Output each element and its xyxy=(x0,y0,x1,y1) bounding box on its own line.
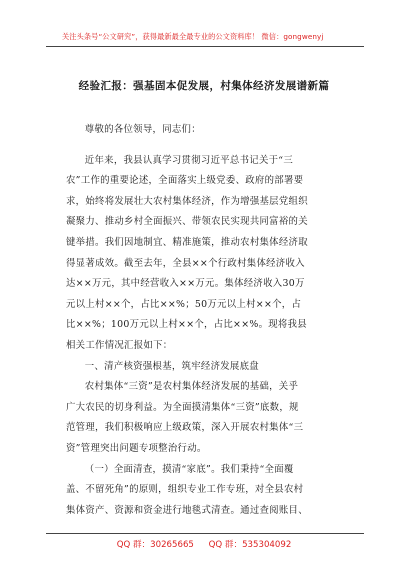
text-line: 广大农民的切身利益。为全面摸清集体“三资”底数，规 xyxy=(66,401,299,413)
text-line: 集体资产、资源和资金进行地毯式清查。通过查阅账目、 xyxy=(66,504,308,516)
footer-qq-group-2: QQ 群：535304092 xyxy=(208,540,292,550)
footer-divider xyxy=(46,533,364,534)
text-line: 近年来，我县认真学习贯彻习近平总书记关于“三 xyxy=(84,154,294,166)
text-line: 达××万元，其中经营收入××万元。集体经济收入30万 xyxy=(66,278,305,290)
text-line: （一）全面清查，摸清“家底”。我们秉持“全面覆 xyxy=(84,463,294,475)
text-line: 凝聚力、推动乡村全面振兴、带领农民实现共同富裕的关 xyxy=(66,216,308,228)
footer xyxy=(0,538,408,550)
text-line: 范管理，我们积极响应上级政策，深入开展农村集体“三 xyxy=(66,422,304,434)
paragraph-sanzi xyxy=(66,377,348,459)
text-line: 盖、不留死角”的原则，组织专业工作专班，对全县农村 xyxy=(66,484,304,496)
header-banner: 关注头条号“公文研究”，获得最新最全最专业的公文资料库！ 微信：gongwenyj xyxy=(62,32,324,41)
header-divider xyxy=(46,46,364,47)
document-title: 经验汇报：强基固本促发展，村集体经济发展谱新篇 xyxy=(78,80,330,92)
text-line: 元以上村××个，占比××%；50万元以上村××个，占 xyxy=(66,298,302,310)
paragraph-inventory xyxy=(66,460,348,522)
text-line: 键举措。我们因地制宜、精准施策，推动农村集体经济取 xyxy=(66,236,308,248)
text-line: 比××%；100万元以上村××个，占比××%。现将我县 xyxy=(66,319,307,331)
footer-qq-group-1: QQ 群：30265665 xyxy=(116,540,194,550)
text-line: 求，始终将发展壮大农村集体经济，作为增强基层党组织 xyxy=(66,195,308,207)
paragraph-intro xyxy=(66,151,348,357)
text-line: 得显著成效。截至去年，全县××个行政村集体经济收入 xyxy=(66,257,305,269)
document-body xyxy=(66,120,348,521)
text-line: 农”工作的重要论述，全面落实上级党委、政府的部署要 xyxy=(66,175,304,187)
text-line: 相关工作情况汇报如下： xyxy=(66,339,173,351)
section-heading-1 xyxy=(66,357,348,378)
text-line: 资”管理突出问题专项整治行动。 xyxy=(66,442,207,454)
heading-text: 一、清产核资强根基，筑牢经济发展底盘 xyxy=(84,360,259,372)
salutation: 尊敬的各位领导，同志们： xyxy=(84,124,201,135)
text-line: 农村集体“三资”是农村集体经济发展的基础，关乎 xyxy=(84,381,299,393)
